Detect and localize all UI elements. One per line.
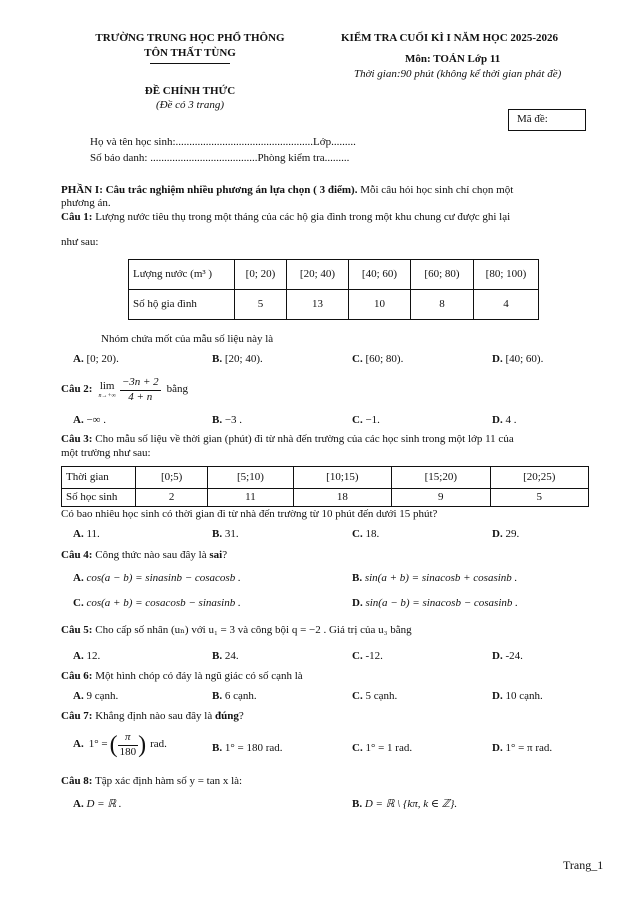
option-text: 11. <box>86 528 100 540</box>
q2-option-c[interactable] <box>352 414 380 428</box>
student-id-line: Số báo danh: .......................................Phòng kiểm tra......... <box>90 152 350 164</box>
student-name-line: Họ và tên học sinh:..................................................Lớp......... <box>90 136 356 148</box>
part1-heading <box>61 184 513 198</box>
q1-table-row <box>129 290 539 320</box>
option-label: D. <box>492 650 503 662</box>
option-label: B. <box>212 353 223 365</box>
exam-time: Thời gian:90 phút (không kể thời gian phát đề) <box>354 68 562 80</box>
q3-cell: 5 <box>490 489 588 507</box>
q2-lim-sub: n→+∞ <box>98 393 116 400</box>
q2-lim-word: lim <box>99 379 115 392</box>
q5-option-c[interactable] <box>352 650 383 664</box>
option-label: D. <box>492 414 503 426</box>
exam-title: KIỂM TRA CUỐI KÌ I NĂM HỌC 2025-2026 <box>341 32 559 44</box>
option-text: [40; 60). <box>505 353 544 365</box>
option-text: 12. <box>86 650 101 662</box>
q3-row2-header: Số học sinh <box>62 489 136 507</box>
option-label: C. <box>352 690 363 702</box>
option-text: sin(a − b) = sinacosb − cosasinb . <box>365 597 518 609</box>
option-text: 18. <box>365 528 380 540</box>
option-label: D. <box>352 597 363 609</box>
q7-option-b[interactable] <box>212 742 283 756</box>
page-count: (Đề có 3 trang) <box>155 99 225 111</box>
option-label: A. <box>73 738 84 751</box>
official-label: ĐỀ CHÍNH THỨC <box>144 85 236 97</box>
option-label: A. <box>73 690 84 702</box>
q1-text: Lượng nước tiêu thụ trong một tháng của các hộ gia đình trong một khu chung cư được ghi lại <box>95 211 511 223</box>
school-name-line2: TÔN THẤT TÙNG <box>144 47 236 59</box>
q3-cell: 9 <box>392 489 490 507</box>
option-label: B. <box>212 414 223 426</box>
school-underline <box>150 63 230 64</box>
q1-cell: 10 <box>349 290 411 320</box>
q8-text: Tập xác định hàm số y = tan x là: <box>95 775 243 787</box>
option-text: 9 cạnh. <box>86 690 119 702</box>
q2-option-a[interactable] <box>73 414 106 428</box>
option-label: B. <box>212 690 223 702</box>
exam-subject: Môn: TOÁN Lớp 11 <box>405 53 501 65</box>
q2-tail: bằng <box>166 383 189 396</box>
option-label: A. <box>73 353 84 365</box>
option-label: C. <box>352 353 363 365</box>
option-text: 10 cạnh. <box>505 690 543 702</box>
q7-option-c[interactable] <box>352 742 412 756</box>
q1-cell: [20; 40) <box>287 260 349 290</box>
q3-after: Có bao nhiêu học sinh có thời gian đi từ nhà đến trường từ 10 phút đến dưới 15 phút? <box>61 508 438 520</box>
q5-label: Câu 5: <box>61 624 93 636</box>
q3-cell: [0;5) <box>136 467 208 489</box>
q2-denominator: 4 + n <box>128 390 153 403</box>
q7-a-fraction <box>118 731 139 760</box>
q6-option-b[interactable] <box>212 690 257 704</box>
option-label: D. <box>492 528 503 540</box>
option-label: D. <box>492 742 503 754</box>
q8-option-a[interactable] <box>73 798 122 812</box>
q1-row2-header: Số hộ gia đình <box>129 290 235 320</box>
q6-text: Một hình chóp có đáy là ngũ giác có số cạnh là <box>95 670 303 682</box>
q5-option-b[interactable] <box>212 650 239 664</box>
q3-row1-header: Thời gian <box>62 467 136 489</box>
option-text: [60; 80). <box>365 353 404 365</box>
q4-label: Câu 4: <box>61 549 93 561</box>
q3-label: Câu 3: <box>61 433 93 445</box>
q8-label: Câu 8: <box>61 775 93 787</box>
q3-cell: [5;10) <box>208 467 293 489</box>
page-number: Trang_1 <box>563 858 604 872</box>
option-label: C. <box>352 742 363 754</box>
exam-code-box <box>508 109 586 131</box>
option-text: D = ℝ \ {kπ, k ∈ ℤ}. <box>364 798 458 810</box>
option-text: [20; 40). <box>224 353 263 365</box>
q3-option-c[interactable] <box>352 528 379 542</box>
option-text: 5 cạnh. <box>365 690 398 702</box>
q1-text-cont: như sau: <box>61 236 99 248</box>
q3-cell: 2 <box>136 489 208 507</box>
q6-option-c[interactable] <box>352 690 397 704</box>
q4-option-d[interactable] <box>352 597 518 611</box>
q7-a-lhs: 1° = <box>88 738 108 751</box>
q1-cell: 5 <box>235 290 287 320</box>
q1-cell: 13 <box>287 290 349 320</box>
option-text: 1° = 1 rad. <box>365 742 413 754</box>
q1-cell: [60; 80) <box>411 260 474 290</box>
q7-option-d[interactable] <box>492 742 552 756</box>
q3-stem <box>61 433 514 447</box>
q5-text: Cho cấp số nhân (uₙ) với u₁ = 3 và công bội q = −2 . Giá trị của u₃ bằng <box>95 624 412 636</box>
q1-option-d[interactable] <box>492 353 543 367</box>
option-label: B. <box>212 528 223 540</box>
q3-option-d[interactable] <box>492 528 519 542</box>
option-text: -24. <box>505 650 523 662</box>
q7-end: ? <box>238 710 244 722</box>
option-label: A. <box>73 650 84 662</box>
q3-option-a[interactable] <box>73 528 100 542</box>
q1-option-b[interactable] <box>212 353 263 367</box>
q3-table-row <box>62 489 589 507</box>
q2-option-d[interactable] <box>492 414 516 428</box>
part1-note-cont: phương án. <box>61 197 111 209</box>
q6-option-d[interactable] <box>492 690 543 704</box>
q7-label: Câu 7: <box>61 710 93 722</box>
option-text: 6 cạnh. <box>224 690 257 702</box>
q4-stem <box>61 549 227 563</box>
exam-code-label: Mã đề: <box>517 113 548 125</box>
q3-text: Cho mẫu số liệu về thời gian (phút) đi từ nhà đến trường của các học sinh trong một lớp 11 của <box>95 433 514 445</box>
q5-stem <box>61 624 412 638</box>
q3-text-cont: một trường như sau: <box>61 447 151 459</box>
q2-fraction <box>120 376 161 405</box>
option-text: sin(a + b) = sinacosb + cosasinb . <box>364 572 518 584</box>
q3-table <box>61 466 589 507</box>
q1-table <box>128 259 539 320</box>
option-label: C. <box>73 597 84 609</box>
q2-numerator: −3n + 2 <box>120 376 161 391</box>
option-label: B. <box>352 572 363 584</box>
option-text: 1° = 180 rad. <box>224 742 283 754</box>
part1-title: PHẦN I: Câu trắc nghiệm nhiều phương án lựa chọn ( 3 điểm). <box>61 184 358 196</box>
q4-emphasis: sai <box>209 549 223 561</box>
option-label: C. <box>352 414 363 426</box>
q1-label: Câu 1: <box>61 211 93 223</box>
option-label: D. <box>492 690 503 702</box>
q1-cell: 4 <box>474 290 539 320</box>
q7-a-numerator: π <box>118 731 139 746</box>
option-text: −1. <box>365 414 380 426</box>
q1-stem <box>61 211 510 225</box>
option-label: A. <box>73 572 84 584</box>
q1-option-c[interactable] <box>352 353 403 367</box>
option-text: cos(a − b) = sinasinb − cosacosb . <box>86 572 241 584</box>
option-text: cos(a + b) = cosacosb − sinasinb . <box>86 597 241 609</box>
right-paren-icon: ) <box>138 732 147 759</box>
q1-row1-header: Lượng nước (m³ ) <box>129 260 235 290</box>
q1-option-a[interactable] <box>73 353 119 367</box>
q6-label: Câu 6: <box>61 670 93 682</box>
option-text: −∞ . <box>86 414 106 426</box>
q7-text: Khẳng định nào sau đây là <box>95 710 213 722</box>
option-label: B. <box>212 650 223 662</box>
school-name-line1: TRƯỜNG TRUNG HỌC PHỔ THÔNG <box>95 32 285 44</box>
q4-option-b[interactable] <box>352 572 517 586</box>
option-text: D = ℝ . <box>86 798 122 810</box>
option-label: A. <box>73 528 84 540</box>
option-label: A. <box>73 414 84 426</box>
q8-option-b[interactable] <box>352 798 457 812</box>
option-label: C. <box>352 650 363 662</box>
option-text: 4 . <box>505 414 517 426</box>
q4-option-a[interactable] <box>73 572 241 586</box>
option-text: 29. <box>505 528 520 540</box>
q3-cell: 11 <box>208 489 293 507</box>
q5-option-a[interactable] <box>73 650 100 664</box>
q3-cell: 18 <box>293 489 391 507</box>
q7-a-unit: rad. <box>150 738 167 751</box>
q1-cell: [0; 20) <box>235 260 287 290</box>
option-label: D. <box>492 353 503 365</box>
option-label: B. <box>352 798 363 810</box>
q3-option-b[interactable] <box>212 528 239 542</box>
q2-label: Câu 2: <box>61 383 93 396</box>
left-paren-icon: ( <box>109 732 118 759</box>
q3-table-row <box>62 467 589 489</box>
option-text: 31. <box>224 528 239 540</box>
q4-text: Công thức nào sau đây là <box>95 549 207 561</box>
option-text: [0; 20). <box>86 353 119 365</box>
option-label: A. <box>73 798 84 810</box>
option-text: 1° = π rad. <box>505 742 553 754</box>
q4-option-c[interactable] <box>73 597 241 611</box>
q3-cell: [10;15) <box>293 467 391 489</box>
q4-end: ? <box>222 549 228 561</box>
q1-cell: 8 <box>411 290 474 320</box>
option-label: C. <box>352 528 363 540</box>
q8-stem <box>61 775 242 789</box>
q3-cell: [20;25) <box>490 467 588 489</box>
q1-cell: [40; 60) <box>349 260 411 290</box>
option-label: B. <box>212 742 223 754</box>
q2-option-b[interactable] <box>212 414 242 428</box>
q1-table-row <box>129 260 539 290</box>
q1-after: Nhóm chứa mốt của mẫu số liệu này là <box>101 333 274 345</box>
q7-a-denominator: 180 <box>119 745 137 758</box>
option-text: 24. <box>224 650 239 662</box>
option-text: -12. <box>365 650 383 662</box>
q2-limit <box>98 380 115 401</box>
q7-option-a[interactable] <box>73 731 167 760</box>
q7-stem <box>61 710 244 724</box>
q1-cell: [80; 100) <box>474 260 539 290</box>
q6-stem <box>61 670 303 684</box>
q3-cell: [15;20) <box>392 467 490 489</box>
q2-stem <box>61 376 188 405</box>
q5-option-d[interactable] <box>492 650 523 664</box>
q7-emphasis: đúng <box>214 710 239 722</box>
q6-option-a[interactable] <box>73 690 118 704</box>
part1-note: Mỗi câu hỏi học sinh chỉ chọn một <box>360 184 514 196</box>
option-text: −3 . <box>224 414 243 426</box>
